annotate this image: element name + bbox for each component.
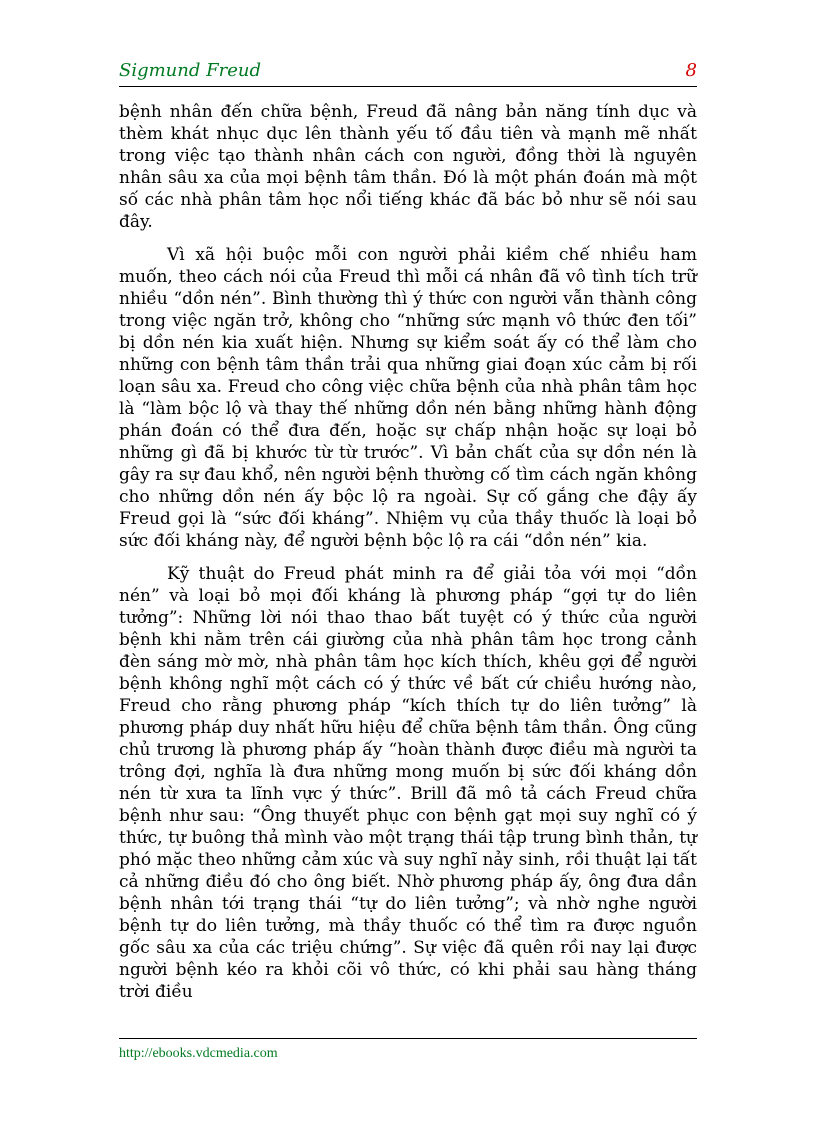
body-text — [119, 101, 697, 1014]
paragraph-3: Kỹ thuật do Freud phát minh ra để giải tỏa với mọi “dồn nén” và loại bỏ mọi đối kháng là phương pháp “gợi tự do liên tưởng”: Những lời nói thao thao bất tuyệt có ý thức của người bệnh khi nằm trên cái giường của nhà phân tâm học trong cảnh đèn sáng mờ mờ, nhà phân tâm học kích thích, khêu gợi để người bệnh không nghĩ một cách có ý thức về bất cứ chiều hướng nào, Freud cho rằng phương pháp “kích thích tự do liên tưởng” là phương pháp duy nhất hữu hiệu để chữa bệnh tâm thần. Ông cũng chủ trương là phương pháp ấy “hoàn thành được điều mà người ta trông đợi, nghĩa là đưa những mong muốn bị sức đối kháng dồn nén từ xưa ta lĩnh vực ý thức”. Brill đã mô tả cách Freud chữa bệnh như sau: “Ông thuyết phục con bệnh gạt mọi suy nghĩ có ý thức, tự buông thả mình vào một trạng thái tập trung bình thản, tự phó mặc theo những cảm xúc và suy nghĩ nảy sinh, rồi thuật lại tất cả những điều đó cho ông biết. Nhờ phương pháp ấy, ông đưa dần bệnh nhân tới trạng thái “tự do liên tưởng”; và nhờ nghe người bệnh tự do liên tưởng, mà thầy thuốc có thể tìm ra được nguồn gốc sâu xa của các triệu chứng”. Sự việc đã quên rồi nay lại được người bệnh kéo ra khỏi cõi vô thức, có khi phải sau hàng tháng trời điều — [119, 564, 697, 1002]
paragraph-1: bệnh nhân đến chữa bệnh, Freud đã nâng bản năng tính dục và thèm khát nhục dục lên thành yếu tố đầu tiên và mạnh mẽ nhất trong việc tạo thành nhân cách con người, đồng thời là nguyên nhân sâu xa của mọi bệnh tâm thần. Đó là một phán đoán mà một số các nhà phân tâm học nổi tiếng khác đã bác bỏ như sẽ nói sau đây. — [119, 102, 697, 232]
page-footer — [119, 1038, 697, 1062]
page-number: 8 — [685, 60, 697, 81]
page-header — [119, 58, 697, 87]
running-title: Sigmund Freud — [119, 60, 261, 81]
footer-url-link[interactable]: http://ebooks.vdcmedia.com — [119, 1046, 278, 1061]
paragraph-2: Vì xã hội buộc mỗi con người phải kiềm chế nhiều ham muốn, theo cách nói của Freud thì mỗi cá nhân đã vô tình tích trữ nhiều “dồn nén”. Bình thường thì ý thức con người vẫn thành công trong việc ngăn trở, không cho “những sức mạnh vô thức đen tối” bị dồn nén kia xuất hiện. Nhưng sự kiểm soát ấy có thể làm cho những con bệnh tâm thần trải qua những giai đoạn xúc cảm bị rối loạn sâu xa. Freud cho công việc chữa bệnh của nhà phân tâm học là “làm bộc lộ và thay thế những dồn nén bằng những hành động phán đoán có thể đưa đến, hoặc sự chấp nhận hoặc sự loại bỏ những gì đã bị khước từ từ trước”. Vì bản chất của sự dồn nén là gây ra sự đau khổ, nên người bệnh thường cố tìm cách ngăn không cho những dồn nén ấy bộc lộ ra ngoài. Sự cố gắng che đậy ấy Freud gọi là “sức đối kháng”. Nhiệm vụ của thầy thuốc là loại bỏ sức đối kháng này, để người bệnh bộc lộ ra cái “dồn nén” kia. — [119, 245, 697, 551]
